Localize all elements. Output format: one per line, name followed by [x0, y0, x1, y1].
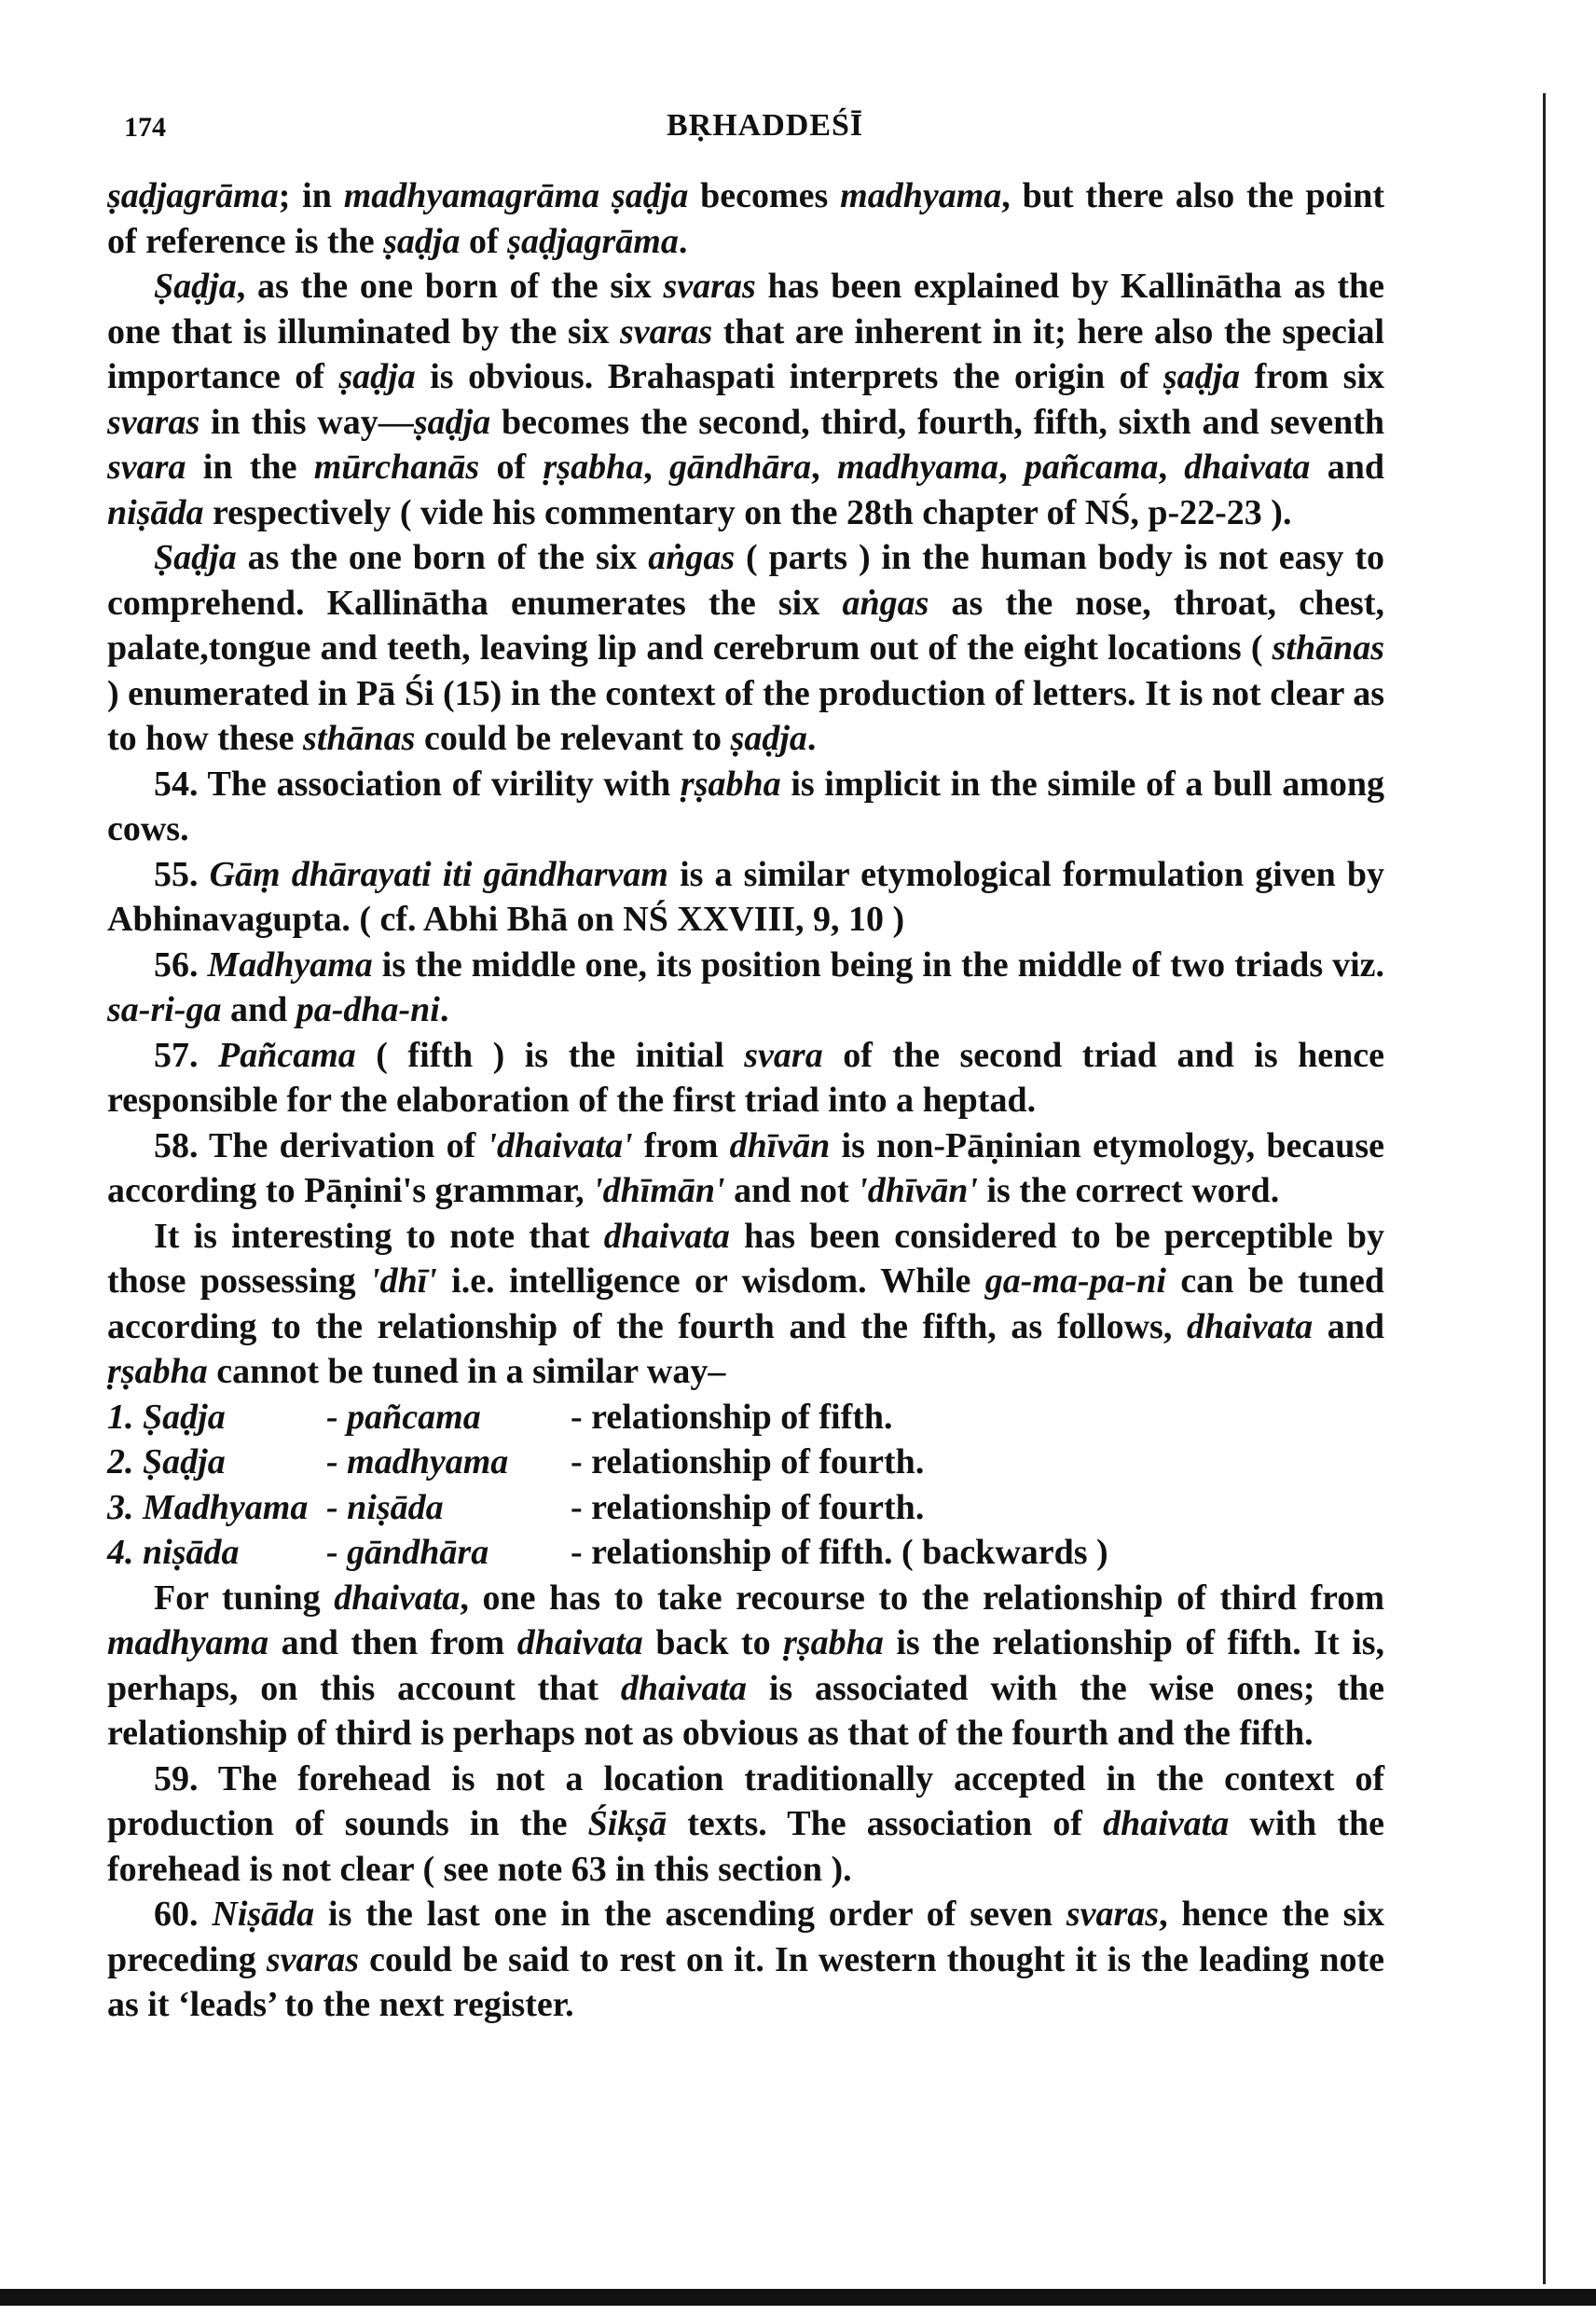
tuning-second: - niṣāda — [326, 1487, 444, 1527]
bottom-edge-bar — [0, 2289, 1596, 2306]
page-header — [107, 104, 1384, 160]
body-paragraph: 56. Madhyama is the middle one, its position being in the middle of two triads viz. sa-ri-ga and pa-dha-ni. — [107, 944, 1384, 1029]
body-paragraph: ṣaḍjagrāma; in madhyamagrāma ṣaḍja becomes madhyama, but there also the point of reference is the ṣaḍja of ṣaḍjagrāma. — [107, 176, 1384, 261]
body-paragraph: 59. The forehead is not a location traditionally accepted in the context of production of sounds in the Śikṣā texts. The association of dhaivata with the forehead is not clear ( see note 63 in this section ). — [107, 1758, 1384, 1889]
body-paragraph: 55. Gāṃ dhārayati iti gāndharvam is a similar etymological formulation given by Abhinavagupta. ( cf. Abhi Bhā on NŚ XXVIII, 9, 10 ) — [107, 854, 1385, 939]
tuning-relation: - relationship of fourth. — [571, 1442, 925, 1481]
tuning-first: 4. niṣāda — [107, 1533, 240, 1572]
tuning-second: - gāndhāra — [326, 1533, 489, 1572]
tuning-list — [107, 1395, 1384, 1576]
paragraphs-after-list — [107, 1576, 1384, 2028]
body-paragraph: For tuning dhaivata, one has to take recourse to the relationship of third from madhyama and then from dhaivata back to ṛṣabha is the relationship of fifth. It is, perhaps, on this account that dhaivata is associated with the wise ones; the relationship of third is perhaps not as obvious as that of the fourth and the fifth. — [107, 1578, 1385, 1753]
tuning-first: 1. Ṣaḍja — [107, 1397, 226, 1437]
tuning-second: - madhyama — [326, 1442, 509, 1481]
page-number: 174 — [124, 112, 166, 143]
tuning-row — [107, 1395, 1384, 1440]
body-paragraph: 60. Niṣāda is the last one in the ascending order of seven svaras, hence the six preceding svaras could be said to rest on it. In western thought it is the leading note as it ‘leads’ to the next register. — [107, 1895, 1385, 2024]
tuning-relation: - relationship of fifth. ( backwards ) — [571, 1533, 1108, 1572]
body-paragraph: Ṣaḍja as the one born of the six aṅgas ( parts ) in the human body is not easy to comprehend. Kallinātha enumerates the six aṅgas as the nose, throat, chest, palate,tongue and teeth, leaving lip and cerebrum out of the eight locations ( sthānas ) enumerated in Pā Śi (15) in the context of the production of letters. It is not clear as to how these sthānas could be relevant to ṣaḍja. — [107, 538, 1384, 758]
body-paragraph: Ṣaḍja, as the one born of the six svaras has been explained by Kallinātha as the one that is illuminated by the six svaras that are inherent in it; here also the special importance of ṣaḍja is obvious. Brahaspati interprets the origin of ṣaḍja from six svaras in this way—ṣaḍja becomes the second, third, fourth, fifth, sixth and seventh svara in the mūrchanās of ṛṣabha, gāndhāra, madhyama, pañcama, dhaivata and niṣāda respectively ( vide his commentary on the 28th chapter of NŚ, p-22-23 ). — [107, 267, 1385, 532]
right-margin-rule — [1543, 93, 1546, 2284]
tuning-second: - pañcama — [326, 1397, 481, 1437]
body-paragraph: 54. The association of virility with ṛṣabha is implicit in the simile of a bull among cows. — [107, 764, 1384, 848]
tuning-first: 3. Madhyama — [107, 1487, 309, 1527]
body-text — [107, 173, 1384, 2028]
running-title: BṚHADDEŚĪ — [667, 108, 864, 143]
book-page — [107, 104, 1384, 2028]
tuning-row — [107, 1440, 1384, 1485]
tuning-relation: - relationship of fifth. — [571, 1397, 893, 1437]
body-paragraph: It is interesting to note that dhaivata has been considered to be perceptible by those possessing 'dhī' i.e. intelligence or wisdom. While ga-ma-pa-ni can be tuned according to the relationship of the fourth and the fifth, as follows, dhaivata and ṛṣabha cannot be tuned in a similar way– — [107, 1216, 1385, 1391]
tuning-row — [107, 1485, 1384, 1531]
body-paragraph: 57. Pañcama ( fifth ) is the initial svara of the second triad and is hence responsible for the elaboration of the first triad into a heptad. — [107, 1035, 1384, 1120]
paragraphs-before-list — [107, 173, 1384, 1395]
body-paragraph: 58. The derivation of 'dhaivata' from dhīvān is non-Pāṇinian etymology, because according to Pāṇini's grammar, 'dhīmān' and not 'dhīvān' is the correct word. — [107, 1125, 1384, 1210]
tuning-row — [107, 1530, 1384, 1576]
tuning-first: 2. Ṣaḍja — [107, 1442, 226, 1481]
tuning-relation: - relationship of fourth. — [571, 1487, 925, 1527]
